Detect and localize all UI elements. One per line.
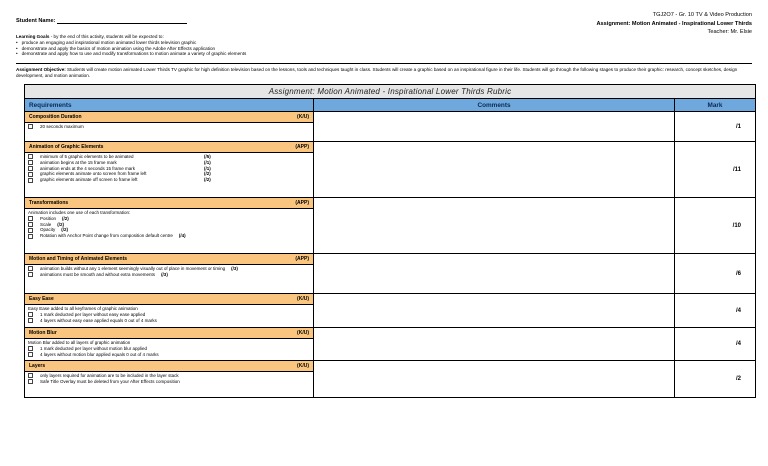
requirement-cell [25, 254, 314, 293]
checkbox[interactable] [28, 166, 33, 171]
requirement-text: 20 seconds maximum [40, 124, 84, 129]
requirement-item [28, 124, 310, 130]
checkbox[interactable] [28, 222, 33, 227]
objective-text: Students will create motion animated Lower Thirds TV graphic for high definition television based on the lessons, tools and techniques taught in class. Students will create a graphic based on an inspirational figure in their life. Students will go through the following stages to produce their graphic: research, concept sketches, design development, and motion animation. [16, 67, 738, 78]
mark-cell [675, 328, 755, 360]
requirement-body [25, 339, 313, 360]
checkbox[interactable] [28, 228, 33, 233]
requirement-points: (/3) [161, 271, 168, 277]
checkbox[interactable] [28, 160, 33, 165]
mark-value: /4 [735, 307, 741, 314]
requirement-points: (/1) [204, 159, 211, 165]
learning-goal-item: • demonstrate and apply how to use and modify transformations to motion animate a variety of graphic elements [16, 51, 246, 57]
category-bar [25, 328, 313, 339]
requirement-points: (/2) [204, 171, 211, 177]
mark-value: /2 [735, 376, 741, 382]
student-name-label: Student Name: [16, 18, 56, 24]
comments-cell[interactable] [314, 294, 675, 327]
mark-cell [675, 198, 755, 253]
requirement-text: graphic elements animate onto screen from frame left [40, 171, 147, 177]
requirement-text: 1 mark deducted per layer without motion blur applied [40, 345, 148, 351]
requirement-text: Scale [40, 221, 52, 227]
requirement-body [25, 123, 313, 141]
requirement-body [25, 305, 313, 327]
requirement-cell [25, 361, 314, 397]
rubric-row [25, 112, 755, 142]
mark-cell [675, 361, 755, 397]
requirement-text: Safe Title Overlay must be deleted from your After Effects composition [40, 378, 180, 384]
category-type: (APP) [295, 200, 309, 206]
requirement-points: (/2) [204, 177, 211, 183]
requirement-intro: Motion Blur added to all layers of graphic animation [28, 340, 131, 345]
category-bar [25, 361, 313, 372]
requirement-cell [25, 112, 314, 141]
rubric-row [25, 254, 755, 294]
category-bar [25, 254, 313, 265]
requirement-text: Position [40, 215, 57, 221]
learning-goals-label: Learning Goals [16, 34, 50, 39]
divider [16, 63, 752, 64]
category-bar [25, 112, 313, 123]
category-type: (K/U) [297, 330, 309, 336]
rubric-table [24, 84, 756, 398]
requirement-item [28, 177, 310, 183]
requirement-points: (/4) [178, 233, 186, 239]
category-name: Animation of Graphic Elements [29, 144, 104, 150]
requirement-points: (/5) [204, 154, 211, 159]
checkbox[interactable] [28, 318, 33, 323]
category-name: Layers [29, 363, 46, 369]
requirement-body [25, 372, 313, 397]
rubric-row [25, 142, 755, 198]
mark-value: /11 [732, 166, 741, 173]
checkbox[interactable] [28, 234, 33, 239]
requirement-text: 4 layers without motion blur applied equals 0 out of 4 marks [40, 351, 159, 357]
category-name: Motion Blur [29, 330, 57, 336]
comments-cell[interactable] [314, 254, 675, 293]
rubric-title: Assignment: Motion Animated - Inspirational Lower Thirds Rubric [25, 85, 755, 99]
category-name: Motion and Timing of Animated Elements [29, 256, 128, 262]
mark-cell [675, 294, 755, 327]
comments-cell[interactable] [314, 142, 675, 197]
checkbox[interactable] [28, 373, 33, 378]
category-type: (APP) [295, 256, 309, 262]
learning-goals-list [16, 40, 246, 57]
rubric-row [25, 198, 755, 254]
mark-value: /6 [735, 270, 741, 277]
category-name: Composition Duration [29, 114, 82, 120]
requirement-text: animations must be smooth and without extra movements [40, 271, 156, 277]
requirement-text: 4 layers without easy ease applied equals 0 out of 4 marks [40, 317, 157, 323]
mark-value: /4 [735, 341, 741, 347]
requirement-intro: Easy Ease added to all keyframes of graphic animation [28, 306, 138, 311]
mark-cell [675, 142, 755, 197]
checkbox[interactable] [28, 379, 33, 384]
requirement-body [25, 209, 313, 253]
rubric-rows [25, 112, 755, 397]
requirement-cell [25, 198, 314, 253]
category-type: (APP) [295, 144, 309, 150]
requirement-cell [25, 328, 314, 360]
category-bar [25, 294, 313, 305]
requirement-points: (/3) [231, 266, 238, 271]
requirement-item [28, 272, 310, 278]
checkbox[interactable] [28, 124, 33, 129]
checkbox[interactable] [28, 266, 33, 271]
student-name-blank[interactable] [57, 18, 187, 24]
requirement-text: animation begins at the 15 frame mark [40, 159, 117, 165]
comments-cell[interactable] [314, 361, 675, 397]
requirement-cell [25, 294, 314, 327]
requirement-points: (/2) [62, 215, 69, 221]
comments-cell[interactable] [314, 198, 675, 253]
requirement-points: (/2) [61, 227, 69, 233]
requirement-body [25, 153, 313, 197]
checkbox[interactable] [28, 172, 33, 177]
requirement-text: minimum of 5 graphic elements to be animated [40, 154, 134, 159]
checkbox[interactable] [28, 346, 33, 351]
requirements-header: Requirements [25, 99, 314, 111]
checkbox[interactable] [28, 178, 33, 183]
requirement-text: animation ends at the 4 seconds 15 frame mark [40, 165, 136, 171]
requirement-text: Opacity [40, 227, 56, 233]
requirement-text: 1 mark deducted per layer without easy ease applied [40, 311, 146, 317]
student-name-line [16, 18, 187, 24]
checkbox[interactable] [28, 216, 33, 221]
learning-goal-item: • demonstrate and apply the basics of motion animation using the Adobe After Effects application [16, 46, 246, 52]
checkbox[interactable] [28, 154, 33, 159]
category-bar [25, 198, 313, 209]
requirement-item [28, 318, 310, 324]
rubric-header-row [25, 99, 755, 112]
comments-header: Comments [314, 99, 675, 111]
mark-header: Mark [707, 102, 723, 109]
requirement-item [28, 352, 310, 358]
assignment-title: Assignment: Motion Animated - Inspirational Lower Thirds [596, 20, 752, 27]
checkbox[interactable] [28, 352, 33, 357]
checkbox[interactable] [28, 272, 33, 277]
mark-cell [675, 112, 755, 141]
mark-value: /10 [732, 222, 741, 229]
mark-value: /1 [735, 123, 741, 130]
category-type: (K/U) [297, 363, 309, 369]
requirement-item [28, 233, 310, 239]
learning-goal-item: • produce an engaging and inspirational motion animated lower thirds television graphic [16, 40, 246, 46]
rubric-row [25, 328, 755, 361]
comments-cell[interactable] [314, 112, 675, 141]
requirement-intro: Animation includes one use of each transformation: [28, 210, 131, 215]
category-bar [25, 142, 313, 153]
course-name: TGJ2O7 - Gr. 10 TV & Video Production [652, 12, 752, 18]
course-header [597, 11, 753, 37]
category-name: Easy Ease [29, 296, 54, 302]
assignment-objective [16, 67, 756, 79]
mark-cell [675, 254, 755, 293]
requirement-body [25, 265, 313, 293]
requirement-text: animation builds without any 1 element seemingly visually out of place in movement or timing [40, 266, 226, 271]
learning-goals-intro: - by the end of this activity, students will be expected to: [49, 34, 164, 39]
rubric-row [25, 361, 755, 397]
requirement-text: only layers required for animation are to be included in the layer stack [40, 373, 179, 378]
category-type: (K/U) [297, 296, 309, 302]
requirement-text: Rotation with Anchor Point change from composition default centre [40, 233, 173, 239]
category-type: (K/U) [297, 114, 309, 120]
learning-goals [16, 34, 246, 57]
category-name: Transformations [29, 200, 69, 206]
requirement-points: (/2) [57, 221, 65, 227]
requirement-text: graphic elements animate off screen to frame left [40, 177, 138, 183]
teacher-name: Teacher: Mr. Elsie [707, 29, 752, 36]
comments-cell[interactable] [314, 328, 675, 360]
rubric-row [25, 294, 755, 328]
requirement-points: (/1) [204, 165, 211, 171]
objective-label: Assignment Objective: [16, 67, 66, 72]
checkbox[interactable] [28, 312, 33, 317]
requirement-cell [25, 142, 314, 197]
requirement-item [28, 379, 310, 385]
